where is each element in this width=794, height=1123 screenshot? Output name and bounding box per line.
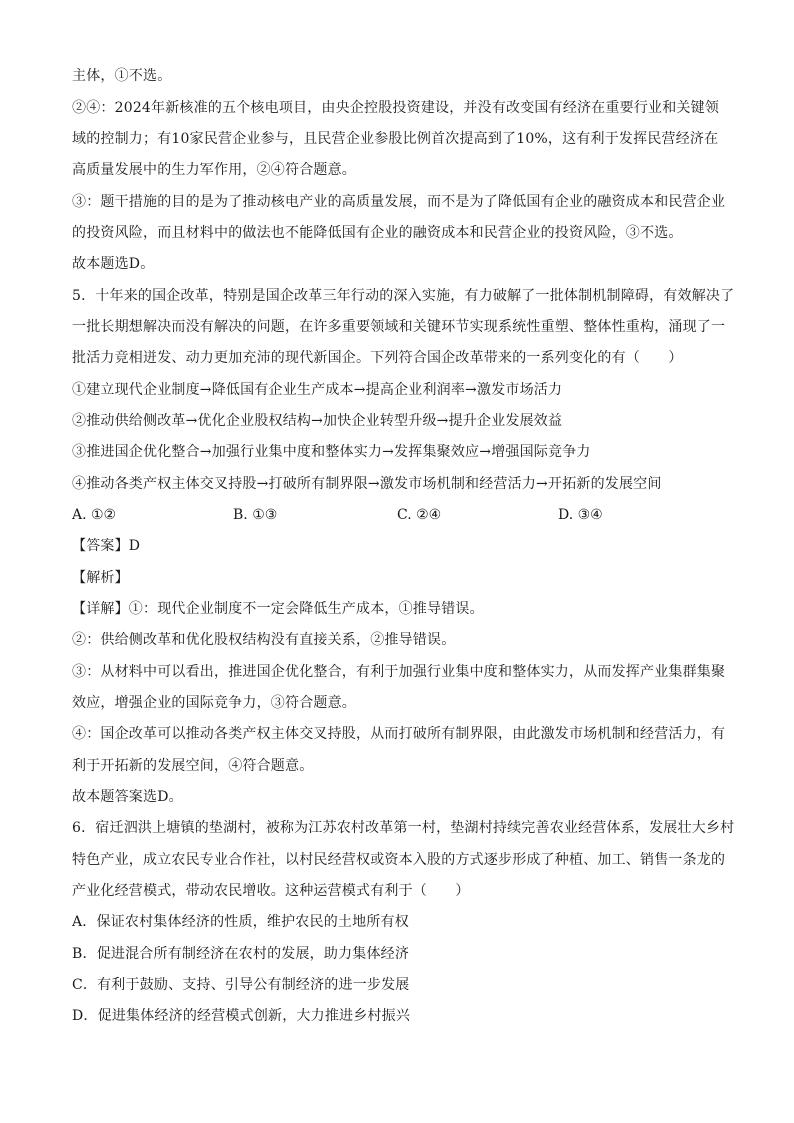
- q6-option-c[interactable]: C．有利于鼓励、支持、引导公有制经济的进一步发展: [72, 977, 410, 993]
- q5-option-b[interactable]: B. ①③: [233, 507, 278, 523]
- q5-item: ③推进国企优化整合→加强行业集中度和整体实力→发挥集聚效应→增强国际竞争力: [72, 444, 591, 460]
- q5-stem-line: 5．十年来的国企改革，特别是国企改革三年行动的深入实施，有力破解了一批体制机制障碍，有效解决了: [72, 288, 735, 304]
- prev-analysis-line: 的投资风险，而且材料中的做法也不能降低国有企业的融资成本和民营企业的投资风险，③不选。: [72, 225, 683, 241]
- q5-answer: 【答案】D: [72, 538, 141, 554]
- q6-stem-line: 产业化经营模式，带动农民增收。这种运营模式有利于（ ）: [72, 883, 470, 899]
- q5-stem-line: 一批长期想解决而没有解决的问题，在许多重要领域和关键环节实现系统性重塑、整体性重构，涌现了一: [72, 319, 726, 335]
- prev-analysis-line: ②④：2024年新核准的五个核电项目，由央企控股投资建设，并没有改变国有经济在重要行业和关键领: [72, 100, 720, 116]
- q6-option-b[interactable]: B．促进混合所有制经济在农村的发展，助力集体经济: [72, 946, 410, 962]
- q5-item: ④推动各类产权主体交叉持股→打破所有制界限→激发市场机制和经营活力→开拓新的发展空间: [72, 476, 662, 492]
- prev-analysis-line: ③：题干措施的目的是为了推动核电产业的高质量发展，而不是为了降低国有企业的融资成本和民营企业: [72, 194, 726, 210]
- q5-detail-line: ②：供给侧改革和优化股权结构没有直接关系，②推导错误。: [72, 632, 456, 648]
- q5-detail-line: ④：国企改革可以推动各类产权主体交叉持股，从而打破所有制界限，由此激发市场机制和经营活力，有: [72, 726, 726, 742]
- q6-stem-line: 6．宿迁泗洪上塘镇的垫湖村，被称为江苏农村改革第一村，垫湖村持续完善农业经营体系，发展壮大乡村: [72, 820, 735, 836]
- q5-detail-line: 利于开拓新的发展空间，④符合题意。: [72, 758, 314, 774]
- prev-analysis-line: 高质量发展中的生力军作用，②④符合题意。: [72, 162, 356, 178]
- q6-option-d[interactable]: D．促进集体经济的经营模式创新，大力推进乡村振兴: [72, 1008, 411, 1024]
- q5-analysis-label: 【解析】: [72, 570, 129, 586]
- q5-detail-line: 效应，增强企业的国际竞争力，③符合题意。: [72, 695, 356, 711]
- q5-detail-line: 【详解】①：现代企业制度不一定会降低生产成本，①推导错误。: [72, 601, 484, 617]
- prev-conclusion: 故本题选D。: [72, 256, 155, 272]
- q5-option-d[interactable]: D. ③④: [558, 507, 603, 523]
- q6-stem-line: 特色产业，成立农民专业合作社，以村民经营权或资本入股的方式逐步形成了种植、加工、销售一条龙的: [72, 852, 726, 868]
- q5-detail-line: ③：从材料中可以看出，推进国企优化整合，有利于加强行业集中度和整体实力，从而发挥产业集群集聚: [72, 664, 726, 680]
- q5-stem-line: 批活力竞相迸发、动力更加充沛的现代新国企。下列符合国企改革带来的一系列变化的有（ ）: [72, 350, 683, 366]
- q6-option-a[interactable]: A．保证农村集体经济的性质，维护农民的土地所有权: [72, 914, 409, 930]
- q5-item: ①建立现代企业制度→降低国有企业生产成本→提高企业利润率→激发市场活力: [72, 382, 563, 398]
- q5-option-a[interactable]: A. ①②: [72, 507, 117, 523]
- q5-conclusion: 故本题答案选D。: [72, 789, 183, 805]
- q5-option-c[interactable]: C. ②④: [397, 507, 442, 523]
- prev-analysis-line: 域的控制力；有10家民营企业参与，且民营企业参股比例首次提高到了10%，这有利于发挥民营经济在: [72, 131, 719, 147]
- q5-item: ②推动供给侧改革→优化企业股权结构→加快企业转型升级→提升企业发展效益: [72, 413, 563, 429]
- prev-answer-tail: 主体，①不选。: [72, 68, 172, 84]
